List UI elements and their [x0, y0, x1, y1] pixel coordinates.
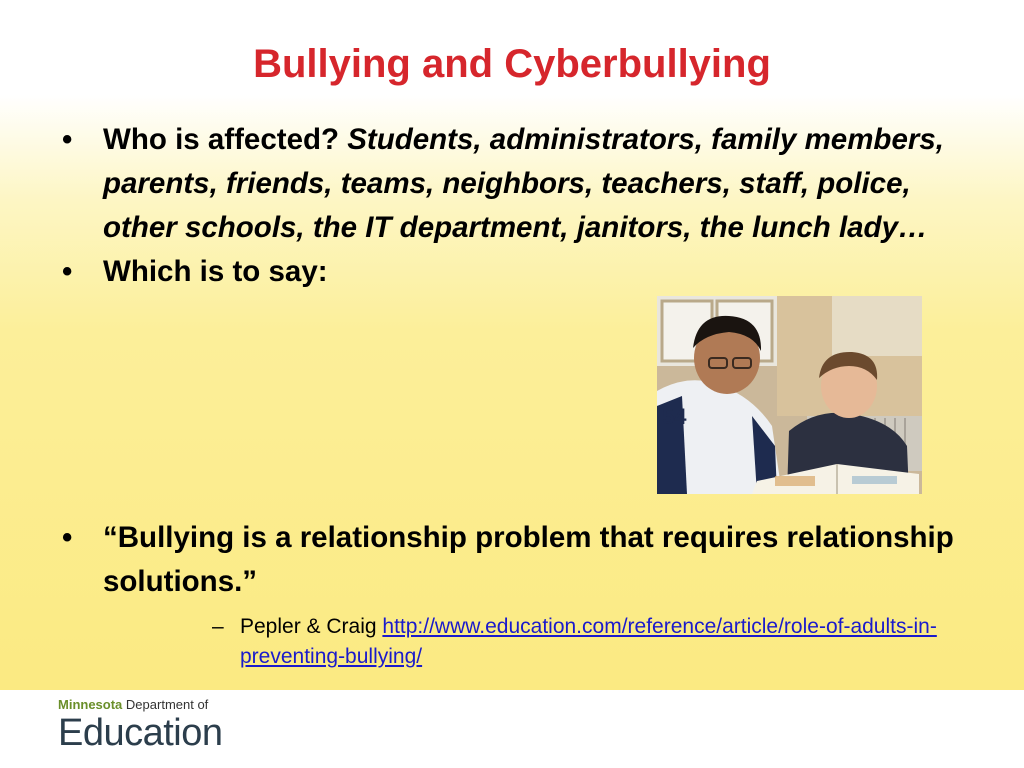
mde-logo: [58, 697, 223, 755]
bullet-label: “Bullying is a relationship problem that requires relationship solutions.”: [103, 521, 954, 598]
bullet-label: Which is to say:: [103, 255, 328, 288]
logo-name: Education: [58, 712, 223, 754]
bullet-who-affected: [62, 118, 972, 250]
bullet-which-is-to-say: [62, 250, 972, 294]
logo-department: Department of: [125, 697, 209, 712]
bullet-marker: •: [62, 123, 73, 156]
bullet-marker: •: [62, 255, 73, 288]
citation-link[interactable]: http://www.education.com/reference/article/role-of-adults-in-preventing-bullying/: [240, 615, 937, 668]
students-reading-photo: [657, 296, 922, 494]
bullet-label: Who is affected?: [103, 123, 348, 156]
photo-illustration: [657, 296, 922, 494]
bullet-detail: Students, administrators, family members, parents, friends, teams, neighbors, teachers, staff, police, other schools, the IT department, janitors, the lunch lady…: [103, 123, 944, 244]
citation-author: Pepler & Craig: [240, 615, 383, 638]
bullet-quote: [62, 516, 1013, 604]
bullet-marker: •: [62, 521, 73, 554]
slide-title: Bullying and Cyberbullying: [253, 42, 771, 86]
citation-marker: –: [212, 615, 224, 638]
citation: [212, 612, 1000, 672]
logo-state: Minnesota: [58, 697, 123, 712]
jersey-number: 54: [662, 404, 687, 429]
logo-top-line: [58, 697, 223, 712]
